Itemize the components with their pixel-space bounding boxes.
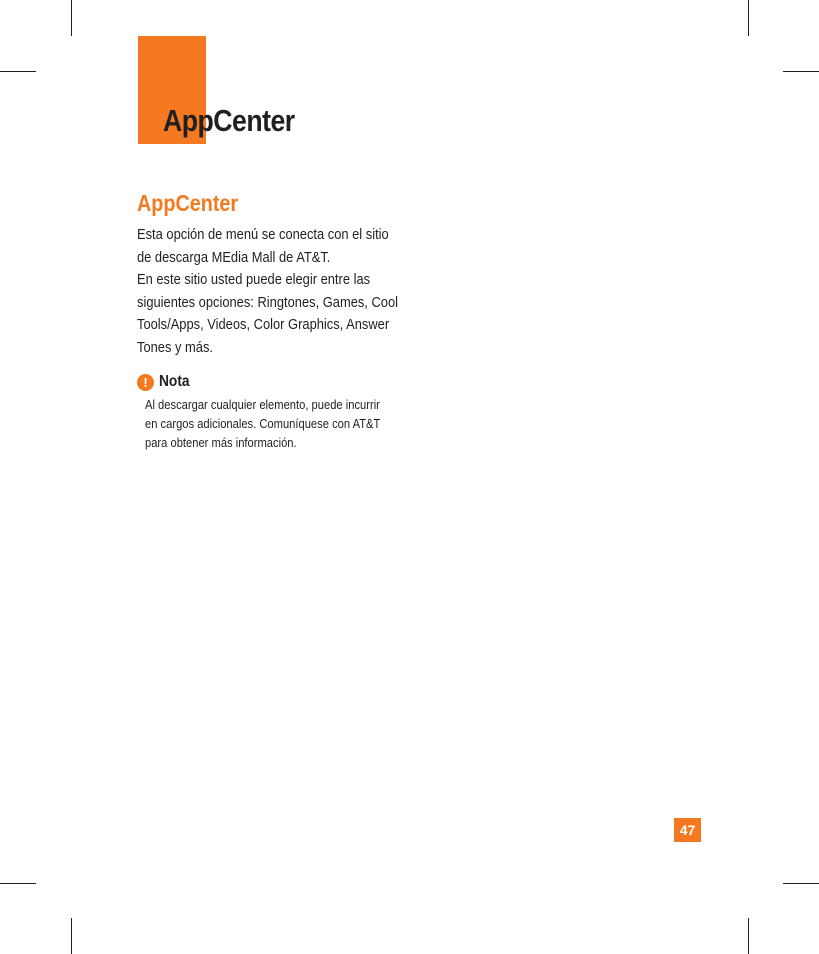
exclamation-icon: ! [137,374,154,391]
crop-mark [71,918,72,954]
page-number: 47 [674,818,701,842]
crop-mark [0,883,36,884]
crop-mark [783,71,819,72]
body-line: de descarga MEdia Mall de AT&T. [137,248,331,266]
note-label: Nota [159,373,190,390]
body-line: Tools/Apps, Videos, Color Graphics, Answer [137,316,390,333]
body-line: siguientes opciones: Ringtones, Games, Cool [137,293,399,311]
note-line: Al descargar cualquier elemento, puede incurrir [145,397,380,412]
note-body [145,395,380,452]
section-title: AppCenter [137,190,239,216]
note-header [137,372,195,392]
page-title: AppCenter [163,103,295,138]
crop-mark [748,918,749,954]
crop-mark [783,883,819,884]
crop-mark [0,71,36,72]
body-line: Tones y más. [137,338,214,356]
body-line: Esta opción de menú se conecta con el sitio [137,226,389,243]
note-line: en cargos adicionales. Comuníquese con AT&T [145,416,381,431]
note-line: para obtener más información. [145,435,297,450]
crop-mark [748,0,749,36]
section-body [137,224,399,359]
body-line: En este sitio usted puede elegir entre las [137,271,371,288]
crop-mark [71,0,72,36]
